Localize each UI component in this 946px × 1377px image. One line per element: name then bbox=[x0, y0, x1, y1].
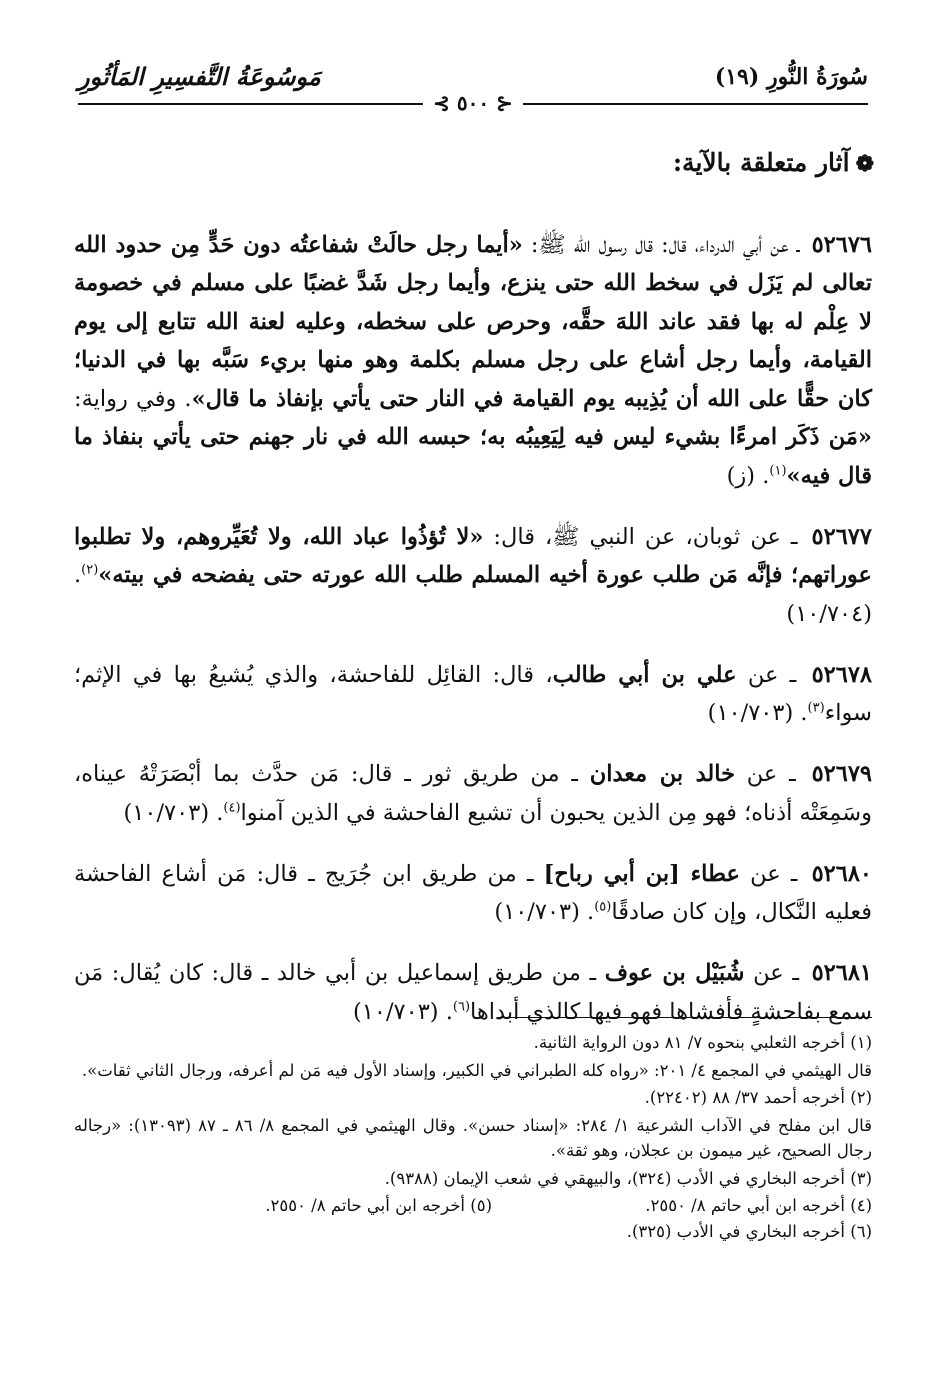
narration-entry: ٥٢٦٧٨ ـ عن علي بن أبي طالب، قال: القائِل للفاحشة، والذي يُشيعُ بها في الإثم؛ سواء$^{(٣)}$. (١٠/٧٠٣) bbox=[74, 661, 872, 726]
footnote-ref[interactable]: (٦) bbox=[452, 999, 471, 1014]
footnote-2: (٢) أخرجه أحمد ٣٧/ ٨٨ (٢٢٤٠٢). bbox=[644, 1088, 872, 1107]
hadith-text: «لا تُؤذُوا عباد الله، ولا تُعَيِّروهم، ولا تطلبوا عوراتهم؛ فإنَّه مَن طلب عورة أخيه المسلم طلب الله عورته حتى يفضحه في بيته» bbox=[74, 523, 872, 588]
footnote-ref[interactable]: (٥) bbox=[594, 899, 612, 915]
volume-ref: . (١٠/٧٠٤) bbox=[74, 562, 872, 627]
narrator-name: عطاء [بن أبي رباح] bbox=[543, 860, 740, 887]
page-number: ⊰ ٥٠٠ ⊱ bbox=[423, 91, 523, 115]
footnote-ref[interactable]: (٣) bbox=[807, 700, 825, 716]
footnote-ref[interactable]: (٢) bbox=[81, 562, 99, 578]
narration-number: ٥٢٦٨٠ bbox=[811, 860, 872, 887]
footnote-3: (٣) أخرجه البخاري في الأدب (٣٢٤)، والبيهقي في شعب الإيمان (٩٣٨٨). bbox=[384, 1168, 872, 1188]
footnote-4: (٤) أخرجه ابن أبي حاتم ٨/ ٢٥٥٠. bbox=[645, 1196, 872, 1215]
narration-entry: ٥٢٦٧٩ ـ عن خالد بن معدان ـ من طريق ثور ـ قال: مَن حدَّث بما أبْصَرَتْهُ عيناه، وسَمِعَتْه أذناه؛ فهو مِن الذين يحبون أن تشيع الفاحشة في الذين آمنوا$^{(٤)}$. (١٠/٧٠٣) bbox=[74, 761, 872, 826]
volume-ref: . (١٠/٧٠٣) bbox=[494, 899, 595, 925]
section-heading-text: آثار متعلقة بالآية: bbox=[672, 148, 850, 177]
footnote-5: (٥) أخرجه ابن أبي حاتم ٨/ ٢٥٥٠. bbox=[265, 1196, 492, 1215]
footnote-separator bbox=[497, 1017, 872, 1018]
volume-ref: . (ز) bbox=[726, 462, 770, 489]
narration-entry: ٥٢٦٨٠ ـ عن عطاء [بن أبي رباح] ـ من طريق ابن جُرَيج ـ قال: مَن أشاع الفاحشة فعليه النَّكال، وإن كان صادقًا$^{(٥)}$. (١٠/٧٠٣) bbox=[74, 860, 872, 925]
narrator-name: خالد بن معدان bbox=[589, 761, 735, 787]
footnote-6: (٦) أخرجه البخاري في الأدب (٣٢٥). bbox=[626, 1221, 872, 1241]
running-header-book-title: مَوسُوعَةُ التَّفسِيرِ المَأثُورِ bbox=[78, 62, 321, 91]
footnote-row bbox=[74, 1193, 872, 1219]
footnotes bbox=[74, 1030, 872, 1246]
narrator-name: شُبَيْل بن عوف bbox=[604, 960, 745, 986]
narration-entry: ٥٢٦٧٧ ـ عن ثوبان، عن النبي ﷺ، قال: «لا تُؤذُوا عباد الله، ولا تُعَيِّروهم، ولا تطلبوا عوراتهم؛ فإنَّه مَن طلب عورة أخيه المسلم طلب الله عورته حتى يفضحه في بيته»$^{(٢)}$. (١٠/٧٠٤) bbox=[74, 523, 872, 627]
volume-ref: . (١٠/٧٠٣) bbox=[707, 700, 808, 726]
narration-entry: ٥٢٦٨١ ـ عن شُبَيْل بن عوف ـ من طريق إسماعيل بن أبي خالد ـ قال: كان يُقال: مَن سمع بفاحشةٍ فأفشاها فهو فيها كالذي أبداها$^{(٦)}$. (١٠/٧٠٣) bbox=[74, 960, 872, 1025]
narration-number: ٥٢٦٨١ bbox=[811, 960, 872, 986]
footnote-1-note: قال الهيثمي في المجمع ٤/ ٢٠١: «رواه كله الطبراني في الكبير، وإسناد الأول فيه مَن لم أعرفه، ورجال الثاني ثقات». bbox=[81, 1060, 872, 1080]
volume-ref: . (١٠/٧٠٣) bbox=[123, 799, 224, 826]
hadith-text: «مَن ذَكَر امرءًا بشيء ليس فيه لِيَعِيبُه به؛ حبسه الله في نار جهنم حتى يأتي بنفاذ ما قال فيه» bbox=[74, 424, 872, 489]
volume-ref: . (١٠/٧٠٣) bbox=[353, 998, 453, 1025]
running-header-surah: سُورَةُ النُّورِ (١٩) bbox=[714, 64, 868, 90]
footnote-1: (١) أخرجه الثعلبي بنحوه ٧/ ٨١ دون الرواية الثانية. bbox=[533, 1033, 872, 1052]
narrations-list bbox=[74, 203, 872, 1050]
narration-entry: ٥٢٦٧٦ ـ عن أبي الدرداء، قال: قال رسول الله ﷺ: «أيما رجل حالَتْ شفاعتُه دون حَدٍّ مِن حدود الله تعالى لم يَزَل في سخط الله حتى ينزع، وأيما رجل شَدَّ غضبًا على مسلم في خصومة لا عِلْم له بها فقد عاند اللهَ حقَّه، وحرص على سخطه، وعليه لعنة الله تتابع إلى يوم القيامة، وأيما رجل أشاع على رجل مسلم بكلمة وهو منها بريء سَبَّه بها في الدنيا؛ كان حقًّا على الله أن يُذِيبه يوم القيامة في النار حتى يأتي بإنفاذ ما قال». وفي رواية: «مَن ذَكَر امرءًا بشيء ليس فيه لِيَعِيبُه به؛ حبسه الله في نار جهنم حتى يأتي بنفاذ ما قال فيه»$^{(١)}$. (ز) bbox=[74, 231, 872, 489]
narration-number: ٥٢٦٧٧ bbox=[811, 523, 872, 550]
section-heading bbox=[673, 148, 874, 177]
flower-ornament-icon: ❁ bbox=[855, 151, 874, 177]
narrator-name: علي بن أبي طالب bbox=[552, 661, 737, 688]
hadith-text: «أيما رجل حالَتْ شفاعتُه دون حَدٍّ مِن حدود الله تعالى لم يَزَل في سخط الله حتى ينزع، وأيما رجل شَدَّ غضبًا على مسلم في خصومة لا عِلْم له بها فقد عاند اللهَ حقَّه، وحرص على سخطه، وعليه لعنة الله تتابع إلى يوم القيامة، وأيما رجل أشاع على رجل مسلم بكلمة وهو منها بريء سَبَّه بها في الدنيا؛ كان حقًّا على الله أن يُذِيبه يوم القيامة في النار حتى يأتي بإنفاذ ما قال» bbox=[74, 231, 872, 412]
narration-number: ٥٢٦٧٨ bbox=[811, 661, 872, 688]
footnote-2-note: قال ابن مفلح في الآداب الشرعية ١/ ٢٨٤: «إسناد حسن». وقال الهيثمي في المجمع ٨/ ٨٦ ـ ٨٧ (١٣٠٩٣): «رجاله رجال الصحيح، غير ميمون بن عجلان، وهو ثقة». bbox=[74, 1115, 872, 1160]
footnote-ref[interactable]: (١) bbox=[769, 463, 787, 478]
footnote-ref[interactable]: (٤) bbox=[223, 800, 241, 815]
narration-number: ٥٢٦٧٩ bbox=[811, 761, 872, 787]
narration-number: ٥٢٦٧٦ bbox=[811, 231, 872, 258]
